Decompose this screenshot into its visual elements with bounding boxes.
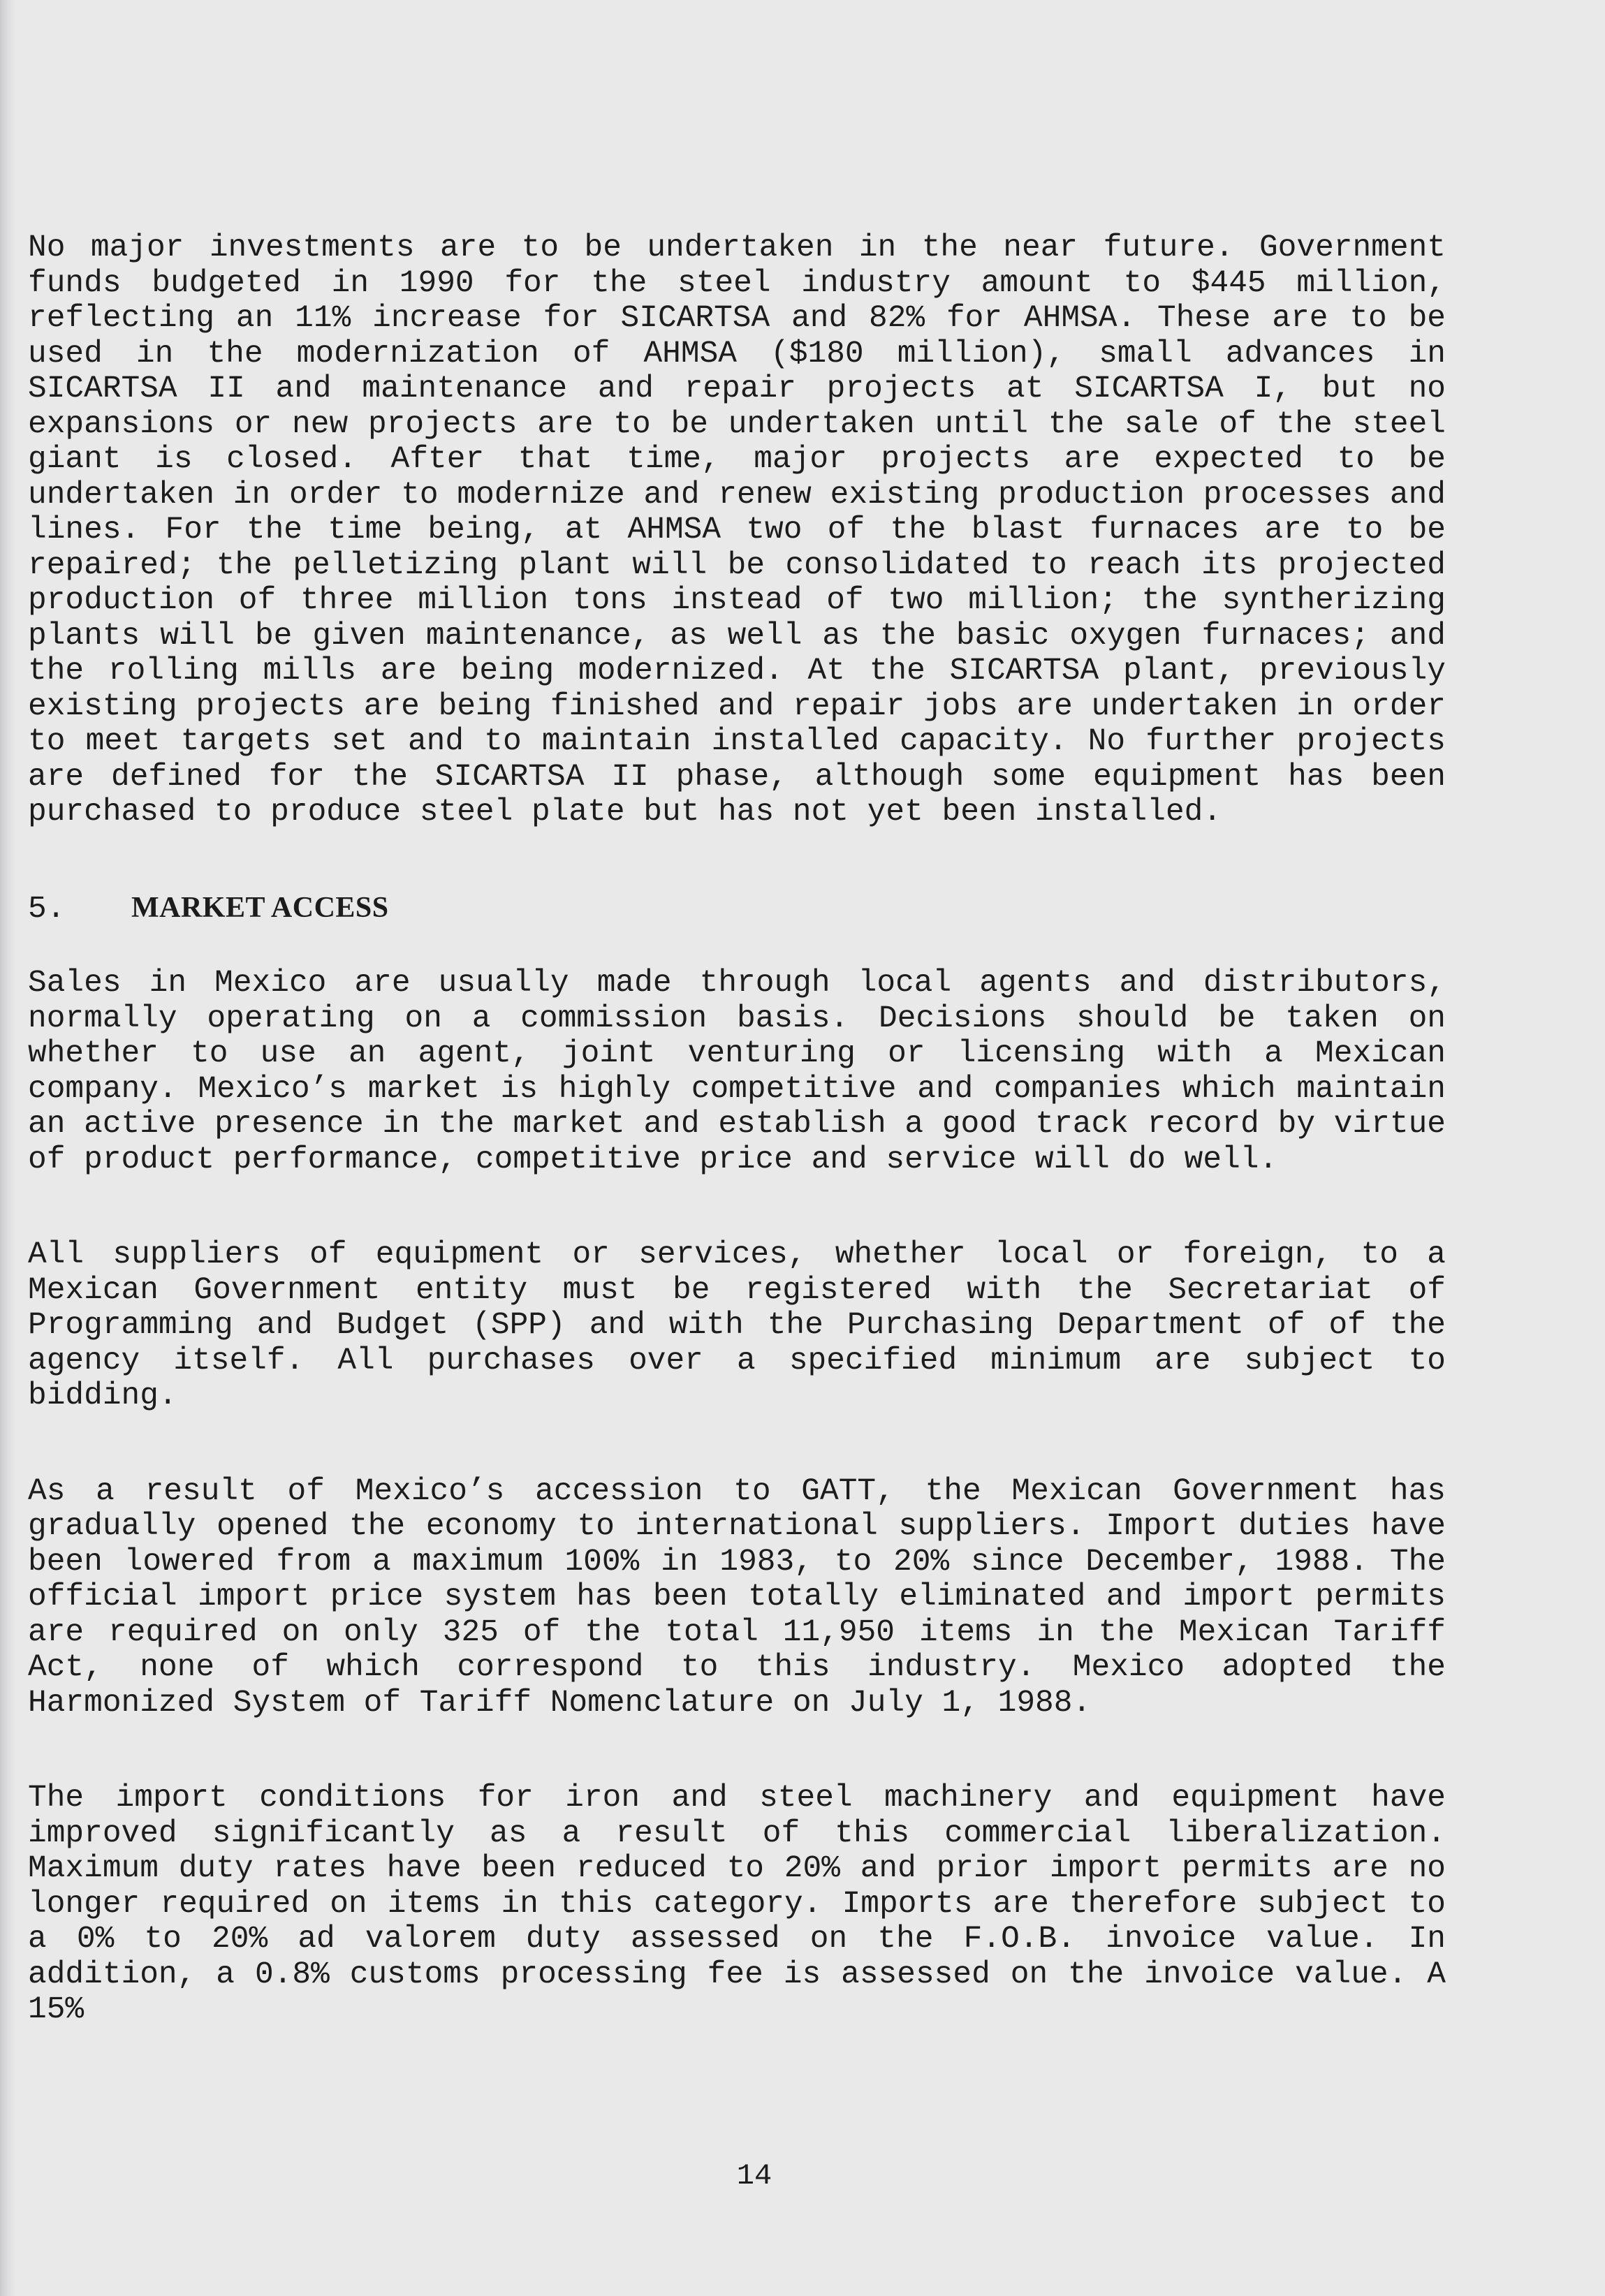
paragraph-import-conditions: The import conditions for iron and steel machinery and equipment have improved significantly as a result of this commercial liberalization. Maximum duty rates have been reduced to 20% and prior import permits are no longer required on items in this category. Imports are therefore subject to a 0% to 20% ad valorem duty assessed on the F.O.B. invoice value. In addition, a 0.8% customs processing fee is assessed on the invoice value. A 15% bbox=[28, 1781, 1446, 2027]
paragraph-supplier-registration: All suppliers of equipment or services, whether local or foreign, to a Mexican Government entity must be registered with the Secretariat of Programming and Budget (SPP) and with the Purchasing Department of of the agency itself. All purchases over a specified minimum are subject to bidding. bbox=[28, 1237, 1446, 1413]
section-title: MARKET ACCESS bbox=[131, 891, 389, 924]
intro-paragraph: No major investments are to be undertaken in the near future. Government funds budgeted in 1990 for the steel industry amount to $445 million, reflecting an 11% increase for SICARTSA and 82% for AHMSA. These are to be used in the modernization of AHMSA ($180 million), small advances in SICARTSA II and maintenance and repair projects at SICARTSA I, but no expansions or new projects are to be undertaken until the sale of the steel giant is closed. After that time, major projects are expected to be undertaken in order to modernize and renew existing production processes and lines. For the time being, at AHMSA two of the blast furnaces are to be repaired; the pelletizing plant will be consolidated to reach its projected production of three million tons instead of two million; the syntherizing plants will be given maintenance, as well as the basic oxygen furnaces; and the rolling mills are being modernized. At the SICARTSA plant, previously existing projects are being finished and repair jobs are undertaken in order to meet targets set and to maintain installed capacity. No further projects are defined for the SICARTSA II phase, although some equipment has been purchased to produce steel plate but has not yet been installed. bbox=[28, 230, 1446, 830]
section-heading bbox=[28, 890, 1446, 927]
page-number: 14 bbox=[736, 2159, 772, 2193]
paragraph-sales-agents: Sales in Mexico are usually made through local agents and distributors, normally operating on a commission basis. Decisions should be taken on whether to use an agent, joint venturing or licensing with a Mexican company. Mexico’s market is highly competitive and companies which maintain an active presence in the market and establish a good track record by virtue of product performance, competitive price and service will do well. bbox=[28, 966, 1446, 1177]
section-number: 5. bbox=[28, 891, 66, 927]
paragraph-gatt-accession: As a result of Mexico’s accession to GATT, the Mexican Government has gradually opened the economy to international suppliers. Import duties have been lowered from a maximum 100% in 1983, to 20% since December, 1988. The official import price system has been totally eliminated and import permits are required on only 325 of the total 11,950 items in the Mexican Tariff Act, none of which correspond to this industry. Mexico adopted the Harmonized System of Tariff Nomenclature on July 1, 1988. bbox=[28, 1473, 1446, 1721]
document-page bbox=[28, 230, 1446, 2088]
page-binding-shadow bbox=[0, 0, 15, 2296]
